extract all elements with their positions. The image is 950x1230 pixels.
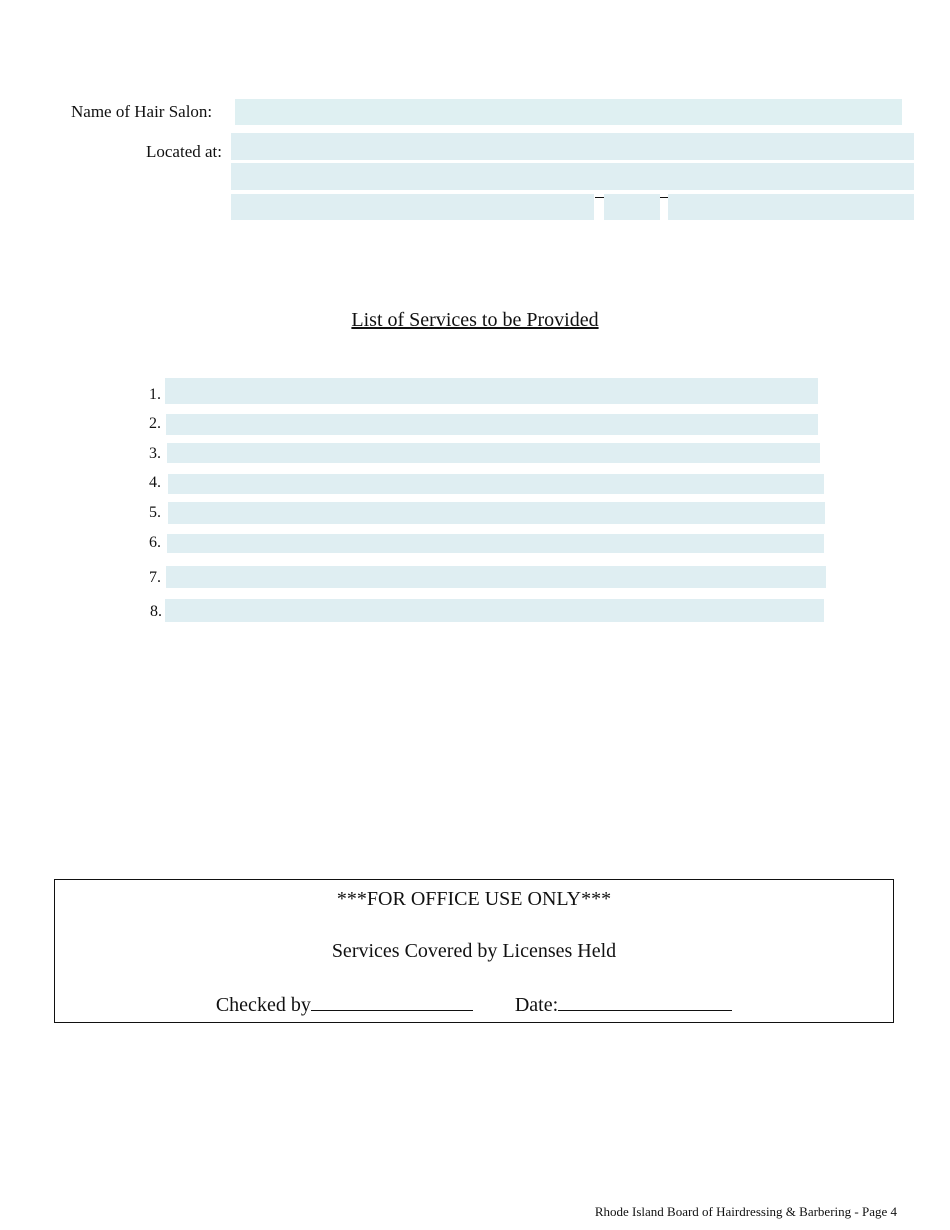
zip-field[interactable]: [668, 194, 914, 220]
service-number: 1.: [149, 386, 161, 403]
office-signoff-row: [55, 992, 893, 1017]
state-field[interactable]: [604, 194, 660, 220]
service-number: 4.: [149, 474, 161, 491]
salon-name-field[interactable]: [235, 99, 902, 125]
service-field-2[interactable]: [166, 414, 818, 435]
services-title-text: List of Services to be Provided: [351, 309, 599, 331]
service-field-6[interactable]: [167, 534, 824, 553]
service-field-7[interactable]: [166, 566, 826, 588]
service-number: 3.: [149, 445, 161, 462]
checked-by-label: Checked by: [215, 994, 311, 1016]
service-field-3[interactable]: [167, 443, 820, 463]
service-number: 6.: [149, 534, 161, 551]
service-field-1[interactable]: [165, 378, 818, 404]
address-line1-field[interactable]: [231, 133, 914, 160]
service-field-5[interactable]: [168, 502, 825, 524]
service-field-4[interactable]: [168, 474, 824, 494]
service-number: 5.: [149, 504, 161, 521]
page-footer: Rhode Island Board of Hairdressing & Barbering - Page 4: [594, 1204, 897, 1219]
checked-by-blank[interactable]: [311, 992, 473, 1011]
office-use-heading: ***FOR OFFICE USE ONLY***: [336, 888, 612, 910]
services-title: [0, 309, 950, 332]
date-blank[interactable]: [558, 992, 732, 1011]
office-use-box: [54, 879, 894, 1023]
date-label: Date:: [514, 994, 559, 1016]
city-state-separator: [595, 197, 604, 198]
city-field[interactable]: [231, 194, 594, 220]
salon-name-label: Name of Hair Salon:: [71, 102, 213, 121]
located-at-label: Located at:: [146, 142, 222, 161]
service-field-8[interactable]: [165, 599, 824, 622]
service-number: 2.: [149, 415, 161, 432]
service-number: 8.: [150, 603, 162, 620]
service-number: 7.: [149, 569, 161, 586]
address-line2-field[interactable]: [231, 163, 914, 190]
services-covered-text: Services Covered by Licenses Held: [331, 940, 617, 962]
